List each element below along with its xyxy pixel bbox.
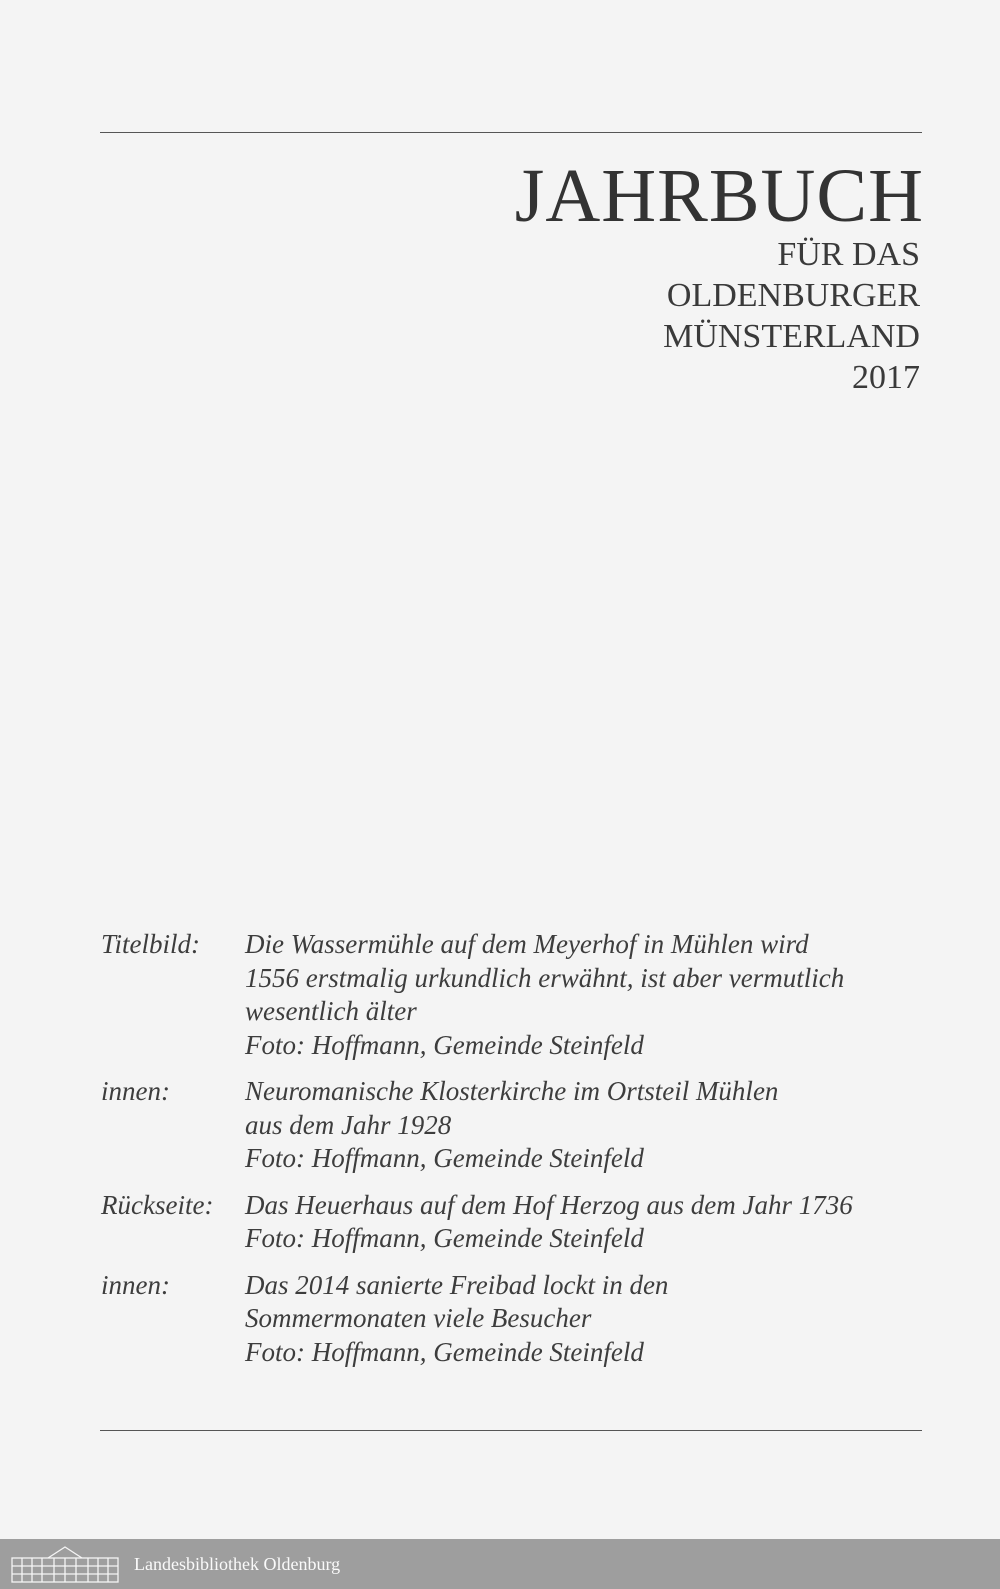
credit-line: Das Heuerhaus auf dem Hof Herzog aus dem Jahr 1736 — [245, 1189, 853, 1220]
credit-text — [245, 1269, 668, 1370]
credit-line: aus dem Jahr 1928 — [245, 1109, 452, 1140]
top-rule — [100, 132, 922, 133]
credit-text — [245, 1189, 853, 1256]
library-building-icon — [10, 1544, 120, 1584]
book-title: JAHRBUCH — [514, 154, 924, 238]
credit-line: Foto: Hoffmann, Gemeinde Steinfeld — [245, 1143, 644, 1173]
credit-text — [245, 928, 844, 1062]
credit-label: innen: — [101, 1076, 170, 1106]
subtitle-line: MÜNSTERLAND — [663, 318, 920, 355]
credit-line: Sommermonaten viele Besucher — [245, 1303, 592, 1333]
credit-entry — [101, 1075, 853, 1176]
credit-entry — [101, 928, 853, 1062]
credit-line: 1556 erstmalig urkundlich erwähnt, ist aber vermutlich — [245, 962, 845, 993]
credit-line: wesentlich älter — [245, 996, 417, 1026]
credit-label: Rückseite: — [101, 1189, 214, 1220]
credit-entry — [101, 1189, 853, 1256]
credit-line: Die Wassermühle auf dem Meyerhof in Mühlen wird — [245, 929, 809, 959]
title-block — [514, 154, 924, 398]
credit-line: Foto: Hoffmann, Gemeinde Steinfeld — [245, 1336, 644, 1367]
credit-label: innen: — [101, 1269, 170, 1300]
subtitle-line: OLDENBURGER — [666, 277, 920, 314]
credit-line: Neuromanische Klosterkirche im Ortsteil Mühlen — [245, 1076, 779, 1106]
credit-entry — [101, 1269, 853, 1370]
credit-label: Titelbild: — [101, 929, 201, 959]
library-footer-bar — [0, 1539, 1000, 1589]
bottom-rule — [100, 1430, 922, 1431]
image-credits — [101, 928, 853, 1382]
credit-line: Foto: Hoffmann, Gemeinde Steinfeld — [245, 1223, 644, 1253]
credit-line: Foto: Hoffmann, Gemeinde Steinfeld — [245, 1029, 644, 1060]
credit-text — [245, 1075, 778, 1176]
credit-line: Das 2014 sanierte Freibad lockt in den — [245, 1269, 669, 1300]
publication-year: 2017 — [852, 359, 920, 396]
library-name: Landesbibliothek Oldenburg — [134, 1553, 341, 1574]
subtitle-line: FÜR DAS — [777, 236, 920, 273]
